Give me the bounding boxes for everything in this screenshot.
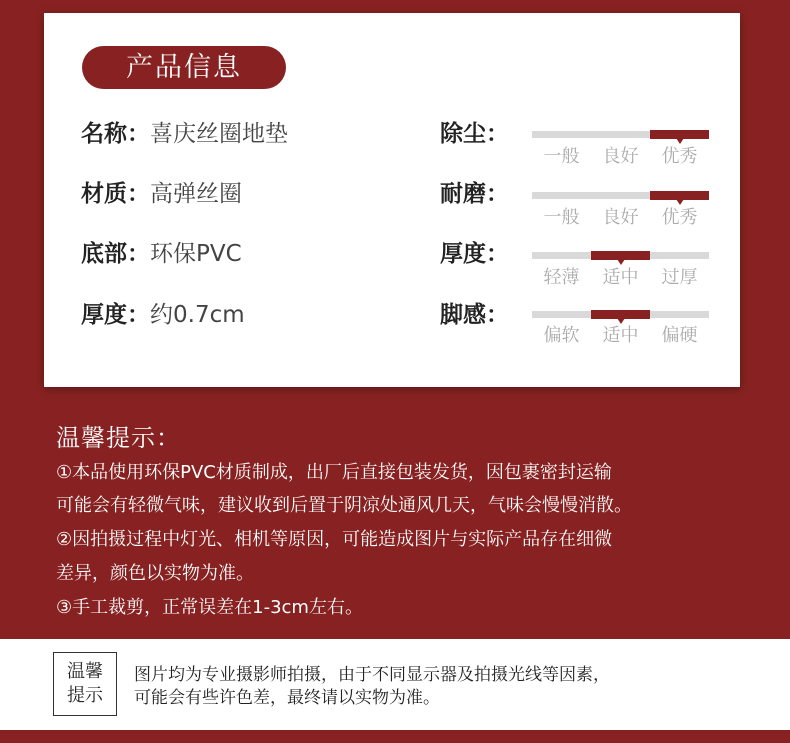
- spec-bottom: [81, 239, 242, 269]
- spec-key: 厚度：: [81, 302, 150, 328]
- rating-level: 过厚: [661, 267, 698, 288]
- spec-thickness: [81, 300, 245, 330]
- rating-marker: [591, 251, 650, 260]
- spec-key: 名称：: [81, 121, 150, 147]
- tips-line: 差异，颜色以实物为准。: [56, 563, 254, 584]
- spec-value: 约0.7cm: [150, 302, 245, 328]
- rating-level: 偏软: [543, 325, 580, 346]
- spec-key: 材质：: [81, 181, 150, 207]
- rating-marker: [650, 130, 709, 139]
- spec-value: 喜庆丝圈地垫: [150, 121, 288, 147]
- tips-line: ②因拍摄过程中灯光、相机等原因，可能造成图片与实际产品存在细微: [56, 529, 613, 550]
- rating-level: 良好: [602, 146, 639, 167]
- footer-notice: [0, 639, 790, 730]
- rating-label-feel: 脚感：: [440, 302, 509, 328]
- footer-text-line: 可能会有些许色差，最终请以实物为准。: [134, 688, 440, 708]
- rating-levels-dust: [532, 146, 709, 168]
- footer-box-line: 温馨: [67, 661, 103, 682]
- rating-level: 一般: [543, 207, 580, 228]
- tips-line: 可能会有轻微气味，建议收到后置于阴凉处通风几天，气味会慢慢消散。: [56, 495, 632, 516]
- footer-tip-box: [53, 652, 117, 716]
- rating-label-thickness: 厚度：: [440, 241, 509, 267]
- rating-levels-wear: [532, 207, 709, 229]
- tips-line: ①本品使用环保PVC材质制成，出厂后直接包装发货，因包裹密封运输: [56, 462, 612, 483]
- rating-level: 适中: [602, 325, 639, 346]
- footer-text-line: 图片均为专业摄影师拍摄，由于不同显示器及拍摄光线等因素，: [134, 665, 610, 685]
- spec-name: [81, 119, 288, 149]
- rating-level: 偏硬: [661, 325, 698, 346]
- rating-bar-thickness: [532, 252, 709, 259]
- footer-box-line: 提示: [67, 685, 103, 706]
- rating-marker: [591, 310, 650, 319]
- rating-levels-feel: [532, 325, 709, 347]
- rating-level: 优秀: [661, 146, 698, 167]
- spec-key: 底部：: [81, 241, 150, 267]
- section-title-pill: 产品信息: [82, 46, 286, 89]
- rating-levels-thickness: [532, 267, 709, 289]
- tips-title: 温馨提示：: [56, 424, 181, 452]
- rating-level: 轻薄: [543, 267, 580, 288]
- spec-value: 环保PVC: [150, 241, 242, 267]
- rating-level: 一般: [543, 146, 580, 167]
- rating-bar-dust: [532, 131, 709, 138]
- spec-material: [81, 179, 242, 209]
- rating-level: 良好: [602, 207, 639, 228]
- rating-label-dust: 除尘：: [440, 121, 509, 147]
- rating-level: 适中: [602, 267, 639, 288]
- spec-value: 高弹丝圈: [150, 181, 242, 207]
- rating-label-wear: 耐磨：: [440, 181, 509, 207]
- rating-level: 优秀: [661, 207, 698, 228]
- rating-bar-wear: [532, 192, 709, 199]
- product-info-card: [44, 13, 740, 387]
- rating-bar-feel: [532, 311, 709, 318]
- tips-line: ③手工裁剪，正常误差在1-3cm左右。: [56, 597, 363, 618]
- rating-marker: [650, 191, 709, 200]
